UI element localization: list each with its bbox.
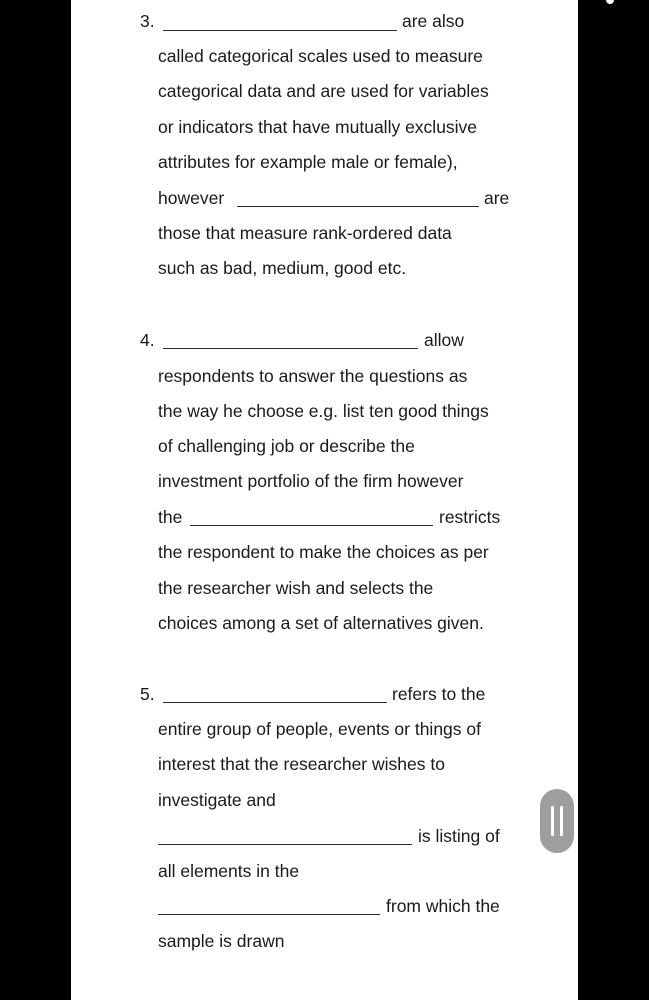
answer-blank[interactable]: [158, 844, 412, 845]
scroll-handle[interactable]: [540, 789, 574, 853]
question-text-line: those that measure rank-ordered data: [158, 223, 452, 243]
document-page: [71, 0, 578, 1000]
question-text-line: the researcher wish and selects the: [158, 578, 434, 598]
question-text-line: such as bad, medium, good etc.: [158, 258, 407, 278]
question-text-line: is listing of: [418, 826, 500, 846]
question-text-line: choices among a set of alternatives given.: [158, 613, 484, 633]
question-text-line: allow: [424, 330, 464, 350]
question-text-line: are: [484, 188, 510, 208]
question-text-line: the: [158, 507, 183, 527]
grip-line-icon: [551, 806, 554, 836]
answer-blank[interactable]: [163, 30, 397, 31]
status-dot: [606, 0, 614, 4]
question-text-line: however: [158, 188, 225, 208]
answer-blank[interactable]: [163, 348, 418, 349]
answer-blank[interactable]: [158, 914, 380, 915]
question-text-line: called categorical scales used to measure: [158, 46, 483, 66]
question-number: 5.: [140, 684, 155, 704]
question-text-line: investment portfolio of the firm however: [158, 471, 464, 491]
grip-line-icon: [560, 806, 563, 836]
answer-blank[interactable]: [163, 702, 387, 703]
question-text-line: interest that the researcher wishes to: [158, 754, 445, 774]
question-text-line: restricts: [439, 507, 501, 527]
question-text-line: investigate and: [158, 790, 276, 810]
question-text-line: refers to the: [392, 684, 486, 704]
question-text-line: attributes for example male or female),: [158, 152, 458, 172]
question-number: 3.: [140, 11, 155, 31]
answer-blank[interactable]: [237, 206, 479, 207]
question-text-line: categorical data and are used for variables: [158, 81, 489, 101]
question-text-line: or indicators that have mutually exclusive: [158, 117, 478, 137]
question-text-line: respondents to answer the questions as: [158, 366, 468, 386]
question-text-line: the respondent to make the choices as per: [158, 542, 489, 562]
question-text-line: of challenging job or describe the: [158, 436, 415, 456]
question-text-line: sample is drawn: [158, 931, 285, 951]
question-text-line: are also: [402, 11, 465, 31]
question-text-line: the way he choose e.g. list ten good things: [158, 401, 489, 421]
question-text-line: all elements in the: [158, 861, 300, 881]
question-text-line: entire group of people, events or things of: [158, 719, 481, 739]
question-number: 4.: [140, 330, 155, 350]
answer-blank[interactable]: [190, 525, 433, 526]
question-text-line: from which the: [386, 896, 500, 916]
